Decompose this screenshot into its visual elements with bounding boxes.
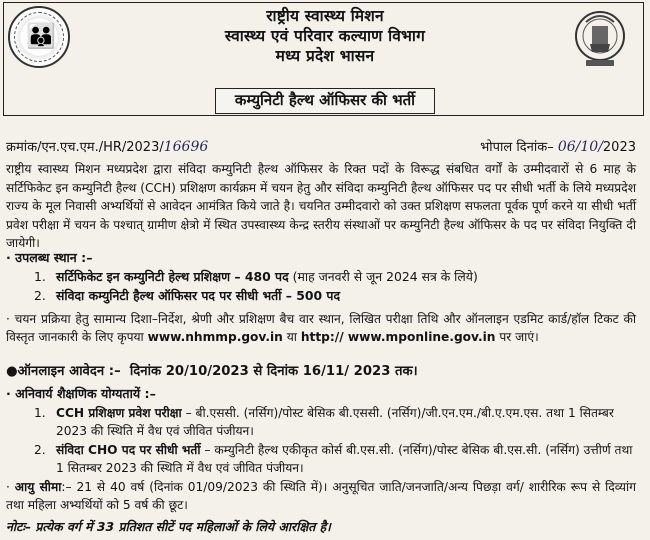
item-number: 2. — [34, 288, 46, 303]
handwritten-date: 06/10/ — [557, 139, 603, 155]
availability-title: · उपलब्ध स्थान :– — [6, 250, 93, 265]
nhm-logo — [8, 6, 70, 68]
nhm-website-link[interactable]: www.nhmmp.gov.in — [147, 330, 283, 345]
qualification-title-text: अनिवार्य शैक्षणिक योग्यतायें :– — [15, 386, 156, 401]
selection-paragraph: · चयन प्रक्रिया हेतु सामान्य दिशा–निर्देश, श्रेणी और प्रशिक्षण बैच वार स्थान, लिखित परीक्षा तिथि और ऑनलाइन एडमिट कार्ड/हॉल टिकट की विस्तृत जानकारी के लिए कृपया www.nhmmp.gov.in या http:// www.mponline.gov.in पर जाएं। — [6, 312, 636, 345]
item-bold: संविदा कम्युनिटी हैल्थ ऑफिसर पद पर सीधी भर्ती – 500 पद — [56, 288, 341, 303]
date-label: भोपाल दिनांक– — [480, 140, 554, 155]
online-application-row: ●ऑनलाइन आवेदन :– दिनांक 20/10/2023 से दिनांक 16/11/ 2023 तक। — [6, 364, 418, 379]
item-rest: – बी.एससी. (नर्सिग)/पोस्ट बेसिक बी.एससी. (नर्सिग)/जी.एन.एम./बी.ए.एम.एस. तथा 1 सितम्बर 2023 की स्थिति में वैध एवं जीवित पंजीयन। — [56, 406, 614, 439]
qualification-item-2 — [34, 441, 634, 478]
item-rest: – कम्युनिटी हैल्थ एकीकृत कोर्स बी.एस.सी. (नर्सिग)/पोस्ट बेसिक बी.एस.सी. (नर्सिग) उत्तीर्ण तथा 1 सितम्बर 2023 की स्थिति में वैध एवं जीवित पंजीयन। — [56, 443, 633, 476]
item-bold: सर्टिफिकेट इन कम्युनिटी हेल्थ प्रशिक्षण – 480 पद — [56, 269, 289, 284]
item-number: 2. — [34, 443, 46, 457]
reference-row — [6, 137, 642, 157]
availability-item-1 — [34, 268, 478, 286]
selection-or: या — [286, 330, 297, 345]
family-icon: 👪 — [26, 22, 56, 50]
selection-end: पर जाएं। — [499, 330, 539, 345]
handwritten-number: 16696 — [163, 139, 209, 155]
post-title-box: कम्युनिटी हैल्थ ऑफिसर की भर्ती — [215, 88, 435, 114]
item-bold: संविदा CHO पद पर सीधी भर्ती — [56, 443, 201, 457]
heading-line-2: स्वास्थ्य एवं परिवार कल्याण विभाग — [224, 27, 426, 45]
item-bold: CCH प्रशिक्षण प्रवेश परीक्षा — [56, 406, 182, 420]
age-text: :– 21 से 40 वर्ष (दिनांक 01/09/2023 की स्थिति में)। अनुसूचित जाति/जनजाति/अन्य पिछड़ा वर्ग/ शारीरिक रूप से दिव्यांग तथा महिला अभ्यर्थियों को 5 वर्ष की छूट। — [6, 480, 637, 513]
age-label: आयु सीमा — [14, 480, 62, 494]
heading-line-1: राष्ट्रीय स्वास्थ्य मिशन — [266, 7, 384, 25]
age-limit-paragraph: · आयु सीमा:– 21 से 40 वर्ष (दिनांक 01/09/2023 की स्थिति में)। अनुसूचित जाति/जनजाति/अन्य पिछड़ा वर्ग/ शारीरिक रूप से दिव्यांग तथा महिला अभ्यर्थियों को 5 वर्ष की छूट। — [6, 480, 637, 513]
qualification-item-1 — [34, 404, 634, 441]
reference-prefix: क्रमांक/एन.एच.एम./HR/2023/ — [6, 140, 164, 155]
qualification-title: · अनिवार्य शैक्षणिक योग्यतायें :– — [6, 386, 156, 401]
availability-item-2 — [34, 287, 340, 305]
mp-government-emblem — [572, 8, 628, 70]
reference-date — [480, 137, 636, 155]
reservation-note: नोटः– प्रत्येक वर्ग में 33 प्रतिशत सीटें पद महिलाओं के लिये आरक्षित है। — [6, 519, 331, 534]
selection-text: चयन प्रक्रिया हेतु सामान्य दिशा–निर्देश, श्रेणी और प्रशिक्षण बैच वार स्थान, लिखित परीक्षा तिथि और ऑनलाइन एडमिट कार्ड/हॉल टिकट की विस्तृत जानकारी के लिए कृपया — [6, 312, 636, 345]
reference-number — [6, 137, 208, 155]
availability-title-text: उपलब्ध स्थान :– — [15, 250, 93, 265]
date-year: 2023 — [602, 140, 636, 155]
item-number: 1. — [34, 269, 46, 284]
mponline-website-link[interactable]: http:// www.mponline.gov.in — [300, 330, 496, 345]
online-dates: दिनांक 20/10/2023 से दिनांक 16/11/ 2023 तक। — [129, 364, 418, 379]
heading-line-3: मध्य प्रदेश भासन — [275, 47, 375, 65]
online-label: ऑनलाइन आवेदन :– — [17, 364, 121, 379]
item-rest: (माह जनवरी से जून 2024 सत्र के लिये) — [288, 269, 478, 284]
intro-paragraph: राष्ट्रीय स्वास्थ्य मिशन मध्यप्रदेश द्वारा संविदा कम्युनिटी हैल्थ ऑफिसर के रिक्त पदों के विरूद्ध संबधित वर्गों के उम्मीदवारों से 6 माह के सर्टिफिकेट इन कम्युनिटी हैल्थ (CCH) प्रशिक्षण कार्यक्रम में चयन हेतु और संविदा कम्युनिटी हैल्थ ऑफिसर पद पर सीधी भर्ती के लिये मध्यप्रदेश राज्य के मूल निवासी अभ्यर्थियों से आवेदन आमंत्रित किये जाते है। चयनित उम्मीदवारो को उक्त प्रशिक्षण सफलता पूर्वक पूर्ण करने या सीधी भर्ती प्रवेश परीक्षा में चयन के पश्चात् ग्रामीण क्षेत्रो में स्थित उपस्वास्थ्य केन्द्र स्तरीय संस्थाओं पर कम्युनिटी हैल्थ ऑफिसर के पद पर संविदा नियुक्ति दी जायेगी। — [6, 162, 636, 251]
item-number: 1. — [34, 406, 46, 420]
department-heading — [160, 6, 490, 66]
emblem-icon — [572, 8, 628, 70]
